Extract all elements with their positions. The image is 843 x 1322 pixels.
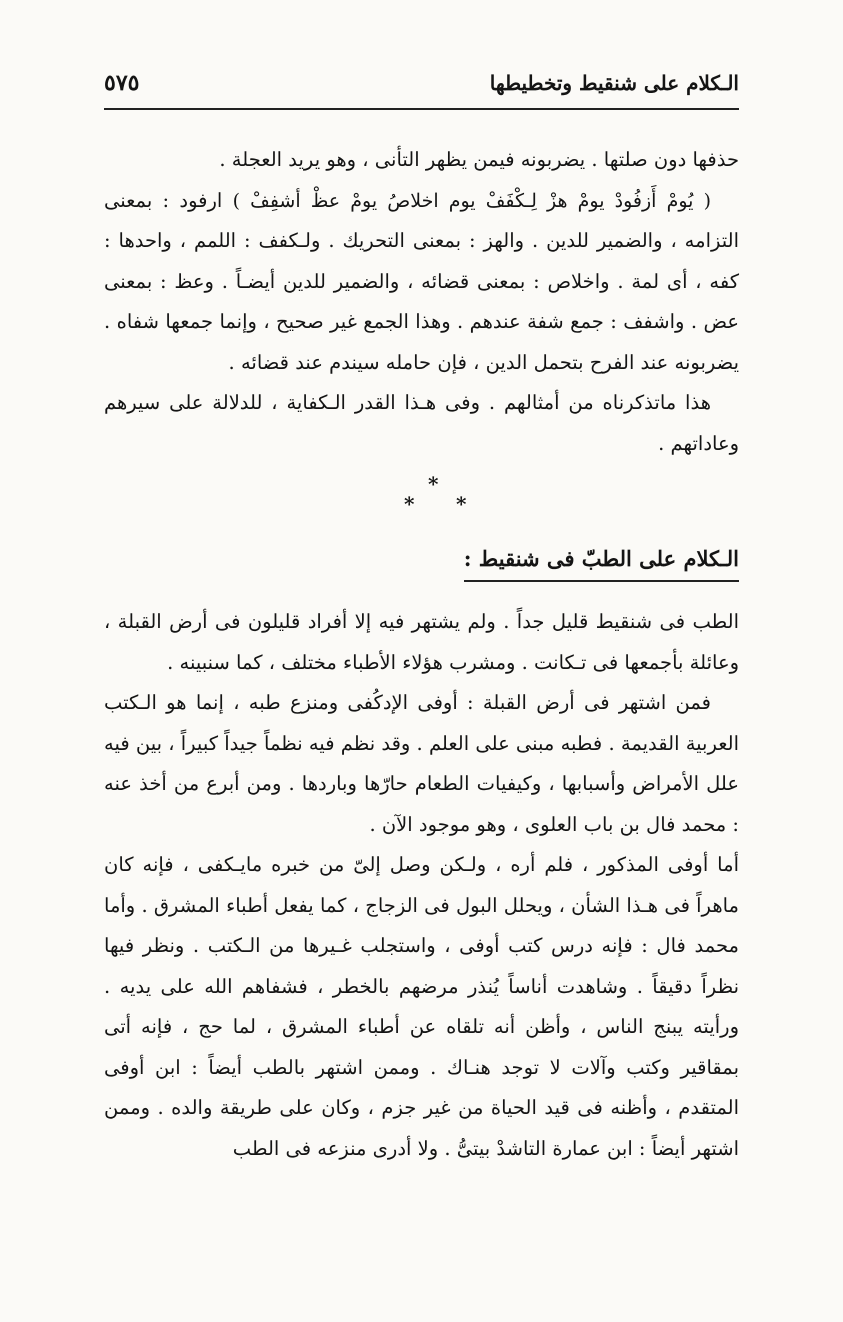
section-heading: الـكلام على الطبّ فى شنقيط : — [464, 542, 739, 582]
asterism — [104, 470, 739, 530]
running-title: الـكلام على شنقيط وتخطيطها — [489, 71, 739, 95]
paragraph-proverb-end: حذفها دون صلتها . يضربونه فيمن يظهر التأنى ، وهو يريد العجلة . — [219, 148, 739, 171]
page-number: ٥٧٥ — [104, 70, 140, 96]
header-rule — [104, 108, 739, 110]
proverb-explanation: ارفود : بمعنى التزامه ، والضمير للدين . والهز : بمعنى التحريك . ولـكفف : اللمم ، واحدها : كفه ، أى لمة . واخلاص : بمعنى قضائه ، والضمير للدين أيضـاً . وعظ : بمعنى عض . واشفف : جمع شفة عندهم . وهذا الجمع غير صحيح ، وإنما جمعها شفاه . يضربونه عند الفرح بتحمل الدين ، فإن حامله سيندم عند قضائه . — [104, 188, 739, 374]
asterism-star: * — [428, 472, 439, 496]
paragraph-medicine-intro: الطب فى شنقيط قليل جداً . ولم يشتهر فيه إلا أفراد قليلون فى أرض القبلة ، وعائلة بأجمعها فى تـكانت . ومشرب هؤلاء الأطباء مختلف ، كما سنبينه . — [104, 610, 739, 674]
asterism-star: * — [404, 492, 415, 516]
page-body — [104, 140, 739, 1169]
paragraph-medicine-awfa: فمن اشتهر فى أرض القبلة : أوفى الإدكُفى ومنزع طبه ، إنما هو الـكتب العربية القديمة . فطبه مبنى على العلم . وقد نظم فيه نظماً جيداً كبيراً ، بين فيه علل الأمراض وأسبابها ، وكيفيات الطعام حارّها وباردها . ومن أبرع من أخذ عنه : محمد فال بن باب العلوى ، وهو موجود الآن . — [104, 691, 739, 836]
paragraph-conclusion: هذا ماتذكرناه من أمثالهم . وفى هـذا القدر الـكفاية ، للدلالة على سيرهم وعاداتهم . — [104, 391, 739, 455]
proverb-verse: ( يُومْ أَزفُودْ يومْ هزْ لِـكْفَفْ يوم اخلاصُ يومْ عظْ أشفِفْ ) — [232, 189, 711, 212]
section-heading-wrap — [104, 540, 739, 596]
asterism-star: * — [456, 492, 467, 516]
page-header — [104, 62, 739, 104]
paragraph-proverb-verse — [104, 181, 739, 384]
paragraph-medicine-details: أما أوفى المذكور ، فلم أره ، ولـكن وصل إلىّ من خبره مايـكفى ، فإنه كان ماهراً فى هـذا الشأن ، ويحلل البول فى الزجاج ، كما يفعل أطباء المشرق . وأما محمد فال : فإنه درس كتب أوفى ، واستجلب غـيرها من الـكتب . ونظر فيها نظراً دقيقاً . وشاهدت أناساً يُنذر مرضهم بالخطر ، فشفاهم الله على يديه . ورأيته يبنج الناس ، وأظن أنه تلقاه عن أطباء المشرق ، لما حج ، فإنه أتى بمقاقير وكتب وآلات لا توجد هنـاك . وممن اشتهر بالطب أيضاً : ابن أوفى المتقدم ، وأظنه فى قيد الحياة من غير جزم ، وكان على طريقة والده . وممن اشتهر أيضاً : ابن عمارة التاشدْ بيتىُّ . ولا أدرى منزعه فى الطب — [104, 853, 739, 1160]
